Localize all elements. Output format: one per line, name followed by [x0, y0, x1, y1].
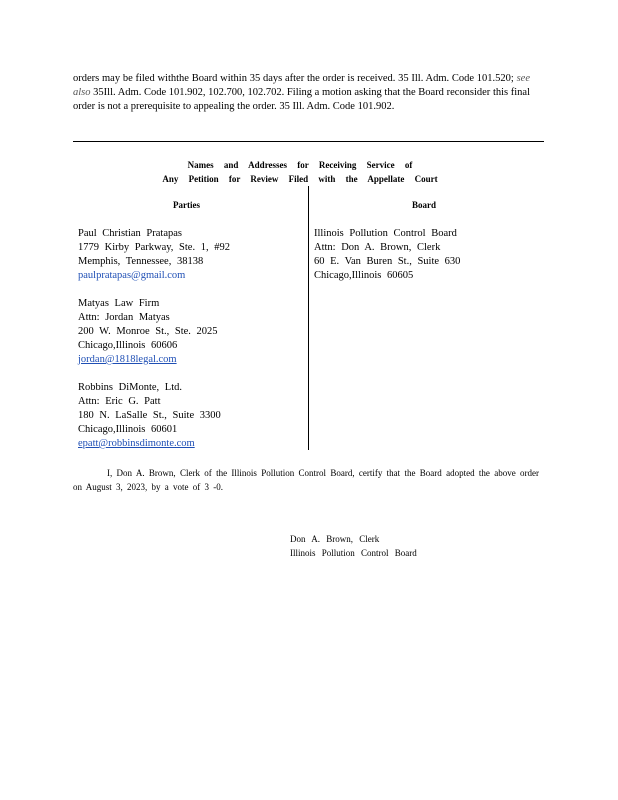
intro-text-part2: 35Ill. Adm. Code 101.902, 102.700, 102.702. Filing a motion asking that the Board reconsider this final order is not a prerequisite to appealing the order. 35 Ill. Adm. Code 101.902. — [73, 87, 531, 113]
horizontal-rule — [73, 141, 544, 142]
address-line: Attn: Jordan Matyas — [78, 312, 170, 323]
email-link[interactable]: epatt@robbinsdimonte.com — [78, 438, 195, 449]
parties-column-header: Parties — [173, 200, 200, 210]
party-address-block — [78, 227, 230, 283]
signature-name: Don A. Brown, Clerk — [290, 534, 380, 544]
board-address-block — [314, 227, 460, 283]
address-line: 180 N. LaSalle St., Suite 3300 — [78, 410, 221, 421]
address-line: 200 W. Monroe St., Ste. 2025 — [78, 326, 218, 337]
intro-text-part1: orders may be filed withthe Board within 35 days after the order is received. 35 Ill. Adm. Code 101.520; — [73, 73, 514, 84]
email-link[interactable]: jordan@1818legal.com — [78, 354, 177, 365]
board-column-header: Board — [412, 200, 437, 210]
service-heading — [120, 158, 480, 186]
party-address-block — [78, 381, 221, 451]
address-line: Attn: Don A. Brown, Clerk — [314, 242, 441, 253]
address-line: Chicago,Illinois 60605 — [314, 270, 414, 281]
address-line: Robbins DiMonte, Ltd. — [78, 382, 183, 393]
service-heading-line2: Any Petition for Review Filed with the Appellate Court — [162, 174, 438, 184]
signature-block — [290, 532, 417, 560]
address-line: 60 E. Van Buren St., Suite 630 — [314, 256, 461, 267]
certification-text: I, Don A. Brown, Clerk of the Illinois Pollution Control Board, certify that the Board adopted the above order on August 3, 2023, by a vote of 3 -0. — [73, 468, 539, 492]
address-line: Memphis, Tennessee, 38138 — [78, 256, 204, 267]
address-line: Chicago,Illinois 60606 — [78, 340, 178, 351]
clerk-certification — [73, 466, 539, 494]
party-address-block — [78, 297, 218, 367]
see-also-text: see also — [73, 73, 531, 99]
email-link[interactable]: paulpratapas@gmail.com — [78, 270, 186, 281]
service-heading-line1: Names and Addresses for Receiving Service of — [187, 160, 413, 170]
signature-org: Illinois Pollution Control Board — [290, 548, 417, 558]
column-divider — [308, 186, 309, 450]
address-line: Chicago,Illinois 60601 — [78, 424, 178, 435]
address-line: Matyas Law Firm — [78, 298, 160, 309]
address-line: Illinois Pollution Control Board — [314, 228, 457, 239]
appeal-instructions-paragraph — [73, 72, 530, 115]
address-line: Attn: Eric G. Patt — [78, 396, 161, 407]
address-line: 1779 Kirby Parkway, Ste. 1, #92 — [78, 242, 230, 253]
address-line: Paul Christian Pratapas — [78, 228, 182, 239]
